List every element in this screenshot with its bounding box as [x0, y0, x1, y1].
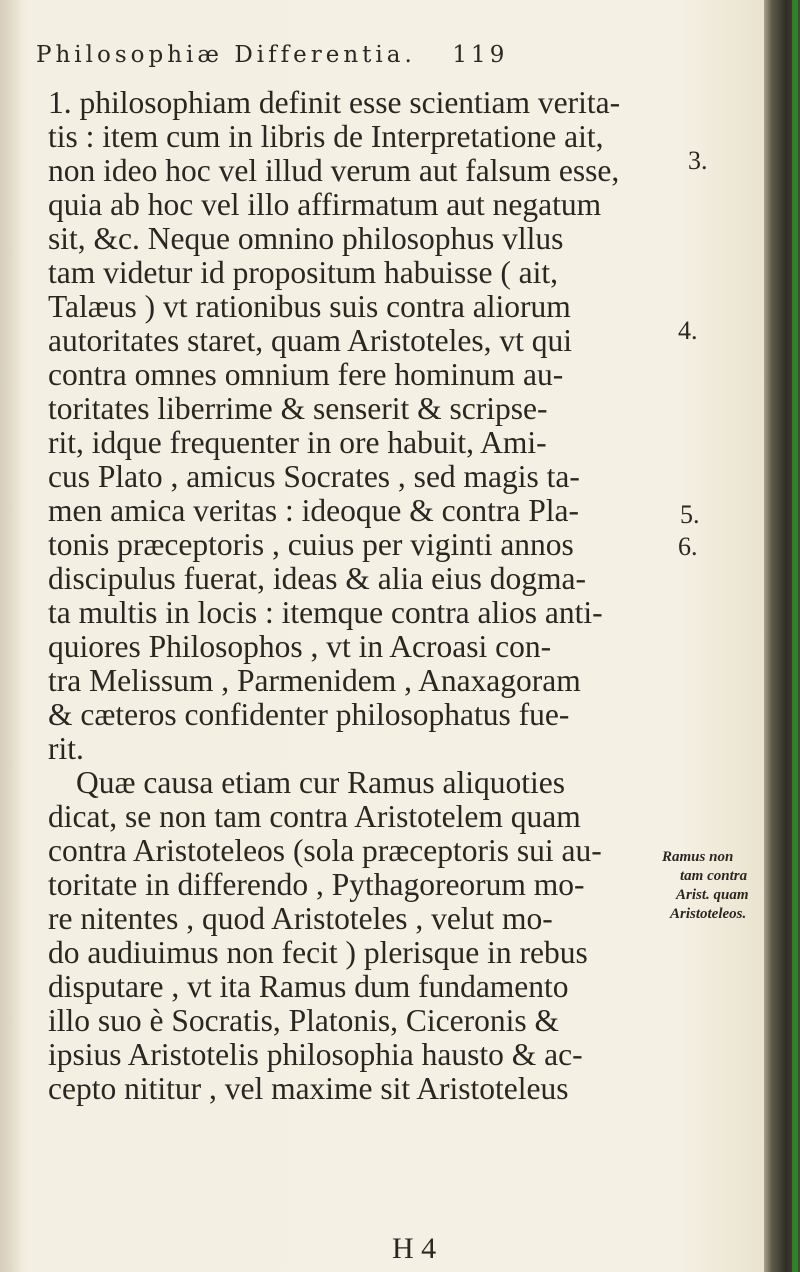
text-line: cus Plato , amicus Socrates , sed magis ta- — [48, 459, 580, 494]
page-number: 119 — [452, 42, 509, 68]
margin-number-4: 4. — [678, 316, 698, 345]
text-line: re nitentes , quod Aristoteles , velut mo- — [48, 901, 553, 936]
margin-note-line: Ramus non — [662, 849, 734, 865]
text-line: disputare , vt ita Ramus dum fundamento — [48, 969, 569, 1004]
text-line: do audiuimus non fecit ) plerisque in rebus — [48, 935, 588, 970]
text-line: tam videtur id propositum habuisse ( ait, — [48, 255, 559, 290]
text-line: Quæ causa etiam cur Ramus aliquoties — [76, 765, 566, 800]
text-line: quia ab hoc vel illo affirmatum aut negatum — [48, 187, 602, 222]
text-line: autoritates staret, quam Aristoteles, vt qui — [48, 323, 573, 358]
page-gutter-shadow — [0, 0, 22, 1272]
text-line: dicat, se non tam contra Aristotelem quam — [48, 799, 581, 834]
margin-number-6: 6. — [678, 532, 698, 561]
text-line: rit, idque frequenter in ore habuit, Ami- — [48, 425, 547, 460]
text-line: quiores Philosophos , vt in Acroasi con- — [48, 629, 552, 664]
text-line: illo suo è Socratis, Platonis, Ciceronis & — [48, 1003, 559, 1038]
text-line: toritates liberrime & senserit & scripse- — [48, 391, 548, 426]
page-edge-green-stain — [792, 0, 798, 1272]
text-line: ta multis in locis : itemque contra alios anti- — [48, 595, 603, 630]
text-line: contra omnes omnium fere hominum au- — [48, 357, 564, 392]
text-line: & cæteros confidenter philosophatus fue- — [48, 697, 570, 732]
signature-mark: H 4 — [392, 1232, 437, 1265]
text-line: ipsius Aristotelis philosophia hausto & ac- — [48, 1037, 583, 1072]
margin-note — [662, 848, 766, 924]
text-line: tis : item cum in libris de Interpretatione ait, — [48, 119, 604, 154]
text-line: toritate in differendo , Pythagoreorum mo- — [48, 867, 585, 902]
running-title: Philosophiæ Differentia. — [36, 42, 416, 68]
margin-number-5: 5. — [680, 500, 700, 529]
text-line: sit, &c. Neque omnino philosophus vllus — [48, 221, 564, 256]
text-line: rit. — [48, 731, 84, 766]
text-line: contra Aristoteleos (sola præceptoris sui au- — [48, 833, 602, 868]
margin-note-line: Arist. quam — [676, 887, 749, 903]
body-text — [48, 86, 658, 1106]
text-line: tra Melissum , Parmenidem , Anaxagoram — [48, 663, 581, 698]
margin-number-3: 3. — [688, 146, 708, 175]
text-line: Talæus ) vt rationibus suis contra aliorum — [48, 289, 571, 324]
text-line: cepto nititur , vel maxime sit Aristoteleus — [48, 1071, 569, 1106]
text-line: discipulus fuerat, ideas & alia eius dogma- — [48, 561, 586, 596]
margin-note-line: tam contra — [680, 868, 748, 884]
text-line: 1. philosophiam definit esse scientiam verita- — [48, 85, 621, 120]
text-line: men amica veritas : ideoque & contra Pla- — [48, 493, 579, 528]
margin-note-line: Aristoteleos. — [670, 906, 747, 922]
running-header — [36, 42, 676, 82]
text-line: non ideo hoc vel illud verum aut falsum esse, — [48, 153, 620, 188]
text-line: tonis præceptoris , cuius per viginti annos — [48, 527, 574, 562]
